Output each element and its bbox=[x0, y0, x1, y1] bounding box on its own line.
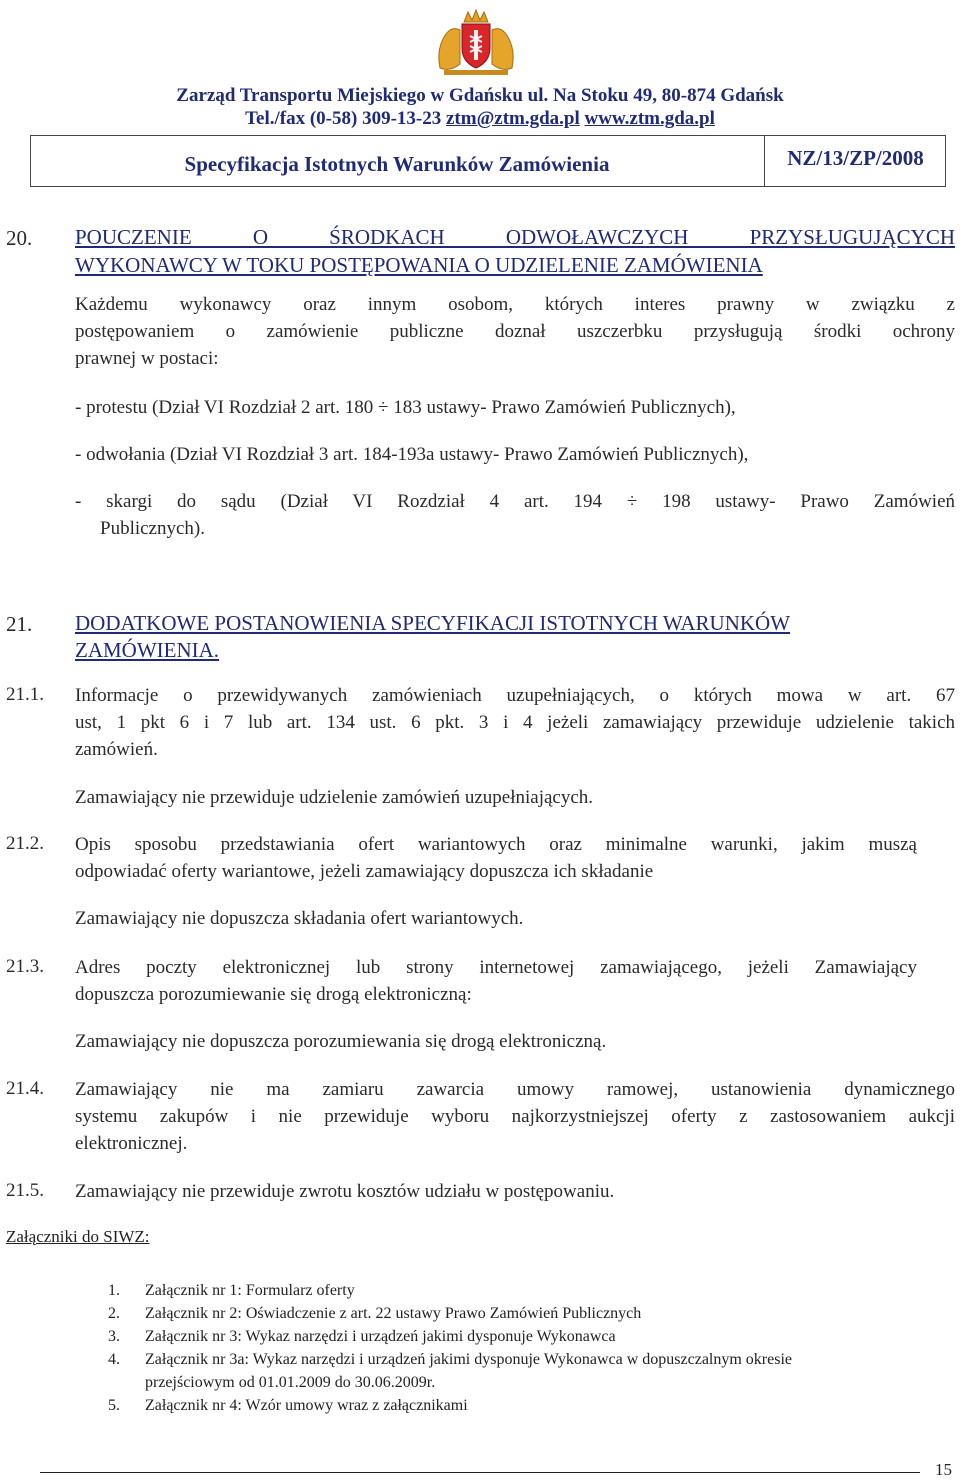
email-link[interactable]: ztm@ztm.gda.pl bbox=[446, 108, 580, 129]
attachment-5-number: 5. bbox=[108, 1397, 120, 1414]
subsection-21-2-line1: Opis sposobu przedstawiania ofert wariantowych oraz minimalne warunki, jakim muszą bbox=[75, 834, 917, 855]
footer-rule bbox=[40, 1472, 920, 1473]
specification-title: Specyfikacja Istotnych Warunków Zamówienia bbox=[184, 152, 610, 176]
subsection-21-1-answer: Zamawiający nie przewiduje udzielenie zamówień uzupełniających. bbox=[75, 787, 594, 808]
remedy-court-line1: - skargi do sądu (Dział VI Rozdział 4 art. 194 ÷ 198 ustawy- Prawo Zamówień bbox=[75, 491, 955, 512]
attachment-4-text: Załącznik nr 3a: Wykaz narzędzi i urządzeń jakimi dysponuje Wykonawca w dopuszczalnym okresie bbox=[145, 1351, 793, 1368]
subsection-21-3-line2: dopuszcza porozumiewanie się drogą elektroniczną: bbox=[75, 984, 472, 1005]
remedy-appeal: - odwołania (Dział VI Rozdział 3 art. 184-193a ustawy- Prawo Zamówień Publicznych), bbox=[75, 444, 749, 465]
section-20-heading-line2: WYKONAWCY W TOKU POSTĘPOWANIA O UDZIELENIE ZAMÓWIENIA bbox=[75, 253, 763, 277]
phone-fax: Tel./fax (0-58) 309-13-23 bbox=[245, 108, 442, 129]
remedy-court-line2: Publicznych). bbox=[100, 518, 206, 539]
subsection-21-4-line3: elektronicznej. bbox=[75, 1133, 188, 1154]
subsection-21-1-line2: ust, 1 pkt 6 i 7 lub art. 134 ust. 6 pkt. 3 i 4 jeżeli zamawiający przewiduje udzielenie takich bbox=[75, 712, 955, 733]
attachment-4-number: 4. bbox=[108, 1351, 120, 1368]
subsection-21-3-line1: Adres poczty elektronicznej lub strony internetowej zamawiającego, jeżeli Zamawiający bbox=[75, 957, 917, 978]
attachment-3-text: Załącznik nr 3: Wykaz narzędzi i urządzeń jakimi dysponuje Wykonawca bbox=[145, 1328, 616, 1345]
attachment-5-text: Załącznik nr 4: Wzór umowy wraz z załącznikami bbox=[145, 1397, 468, 1414]
subsection-21-2-line2: odpowiadać oferty wariantowe, jeżeli zamawiający dopuszcza ich składanie bbox=[75, 861, 654, 882]
section-20-paragraph-line3: prawnej w postaci: bbox=[75, 348, 219, 369]
subsection-21-1-line1: Informacje o przewidywanych zamówieniach uzupełniających, o których mowa w art. 67 bbox=[75, 685, 955, 706]
attachment-1-number: 1. bbox=[108, 1282, 120, 1299]
section-21-number: 21. bbox=[6, 612, 33, 636]
page-number: 15 bbox=[935, 1460, 952, 1479]
attachment-3-number: 3. bbox=[108, 1328, 120, 1345]
subsection-21-2-answer: Zamawiający nie dopuszcza składania ofert wariantowych. bbox=[75, 908, 524, 929]
subsection-21-4-line1: Zamawiający nie ma zamiaru zawarcia umowy ramowej, ustanowienia dynamicznego bbox=[75, 1079, 955, 1100]
attachment-1-text: Załącznik nr 1: Formularz oferty bbox=[145, 1282, 355, 1299]
subsection-21-4-line2: systemu zakupów i nie przewiduje wyboru najkorzystniejszej oferty z zastosowaniem aukcji bbox=[75, 1106, 955, 1127]
subsection-21-5-line1: Zamawiający nie przewiduje zwrotu kosztów udziału w postępowaniu. bbox=[75, 1181, 615, 1202]
subsection-21-1-line3: zamówień. bbox=[75, 739, 158, 760]
subsection-21-4-number: 21.4. bbox=[6, 1078, 44, 1099]
section-21-heading-line1: DODATKOWE POSTANOWIENIA SPECYFIKACJI ISTOTNYCH WARUNKÓW bbox=[75, 611, 791, 635]
subsection-21-1-number: 21.1. bbox=[6, 684, 44, 705]
city-coat-of-arms-logo bbox=[430, 8, 522, 78]
subsection-21-3-answer: Zamawiający nie dopuszcza porozumiewania się drogą elektroniczną. bbox=[75, 1031, 607, 1052]
organization-address: Zarząd Transportu Miejskiego w Gdańsku ul. Na Stoku 49, 80-874 Gdańsk bbox=[176, 85, 784, 106]
subsection-21-2-number: 21.2. bbox=[6, 833, 44, 854]
attachments-heading: Załączniki do SIWZ: bbox=[6, 1227, 150, 1246]
subsection-21-5-number: 21.5. bbox=[6, 1180, 44, 1201]
remedy-protest: - protestu (Dział VI Rozdział 2 art. 180 ÷ 183 ustawy- Prawo Zamówień Publicznych), bbox=[75, 397, 736, 418]
subsection-21-3-number: 21.3. bbox=[6, 956, 44, 977]
attachment-4-text-continued: przejściowym od 01.01.2009 do 30.06.2009r. bbox=[145, 1374, 436, 1391]
attachment-2-number: 2. bbox=[108, 1305, 120, 1322]
case-number: NZ/13/ZP/2008 bbox=[787, 146, 924, 170]
section-20-number: 20. bbox=[6, 226, 33, 250]
contact-line bbox=[0, 108, 960, 130]
section-20-paragraph-line2: postępowaniem o zamówienie publiczne doznał uszczerbku przysługują środki ochrony bbox=[75, 321, 955, 342]
section-21-heading-line2: ZAMÓWIENIA. bbox=[75, 638, 220, 662]
website-link[interactable]: www.ztm.gda.pl bbox=[584, 108, 715, 129]
attachment-2-text: Załącznik nr 2: Oświadczenie z art. 22 ustawy Prawo Zamówień Publicznych bbox=[145, 1305, 642, 1322]
section-20-paragraph-line1: Każdemu wykonawcy oraz innym osobom, których interes prawny w związku z bbox=[75, 294, 955, 315]
section-20-heading-line1: POUCZENIE O ŚRODKACH ODWOŁAWCZYCH PRZYSŁUGUJĄCYCH bbox=[75, 225, 955, 249]
